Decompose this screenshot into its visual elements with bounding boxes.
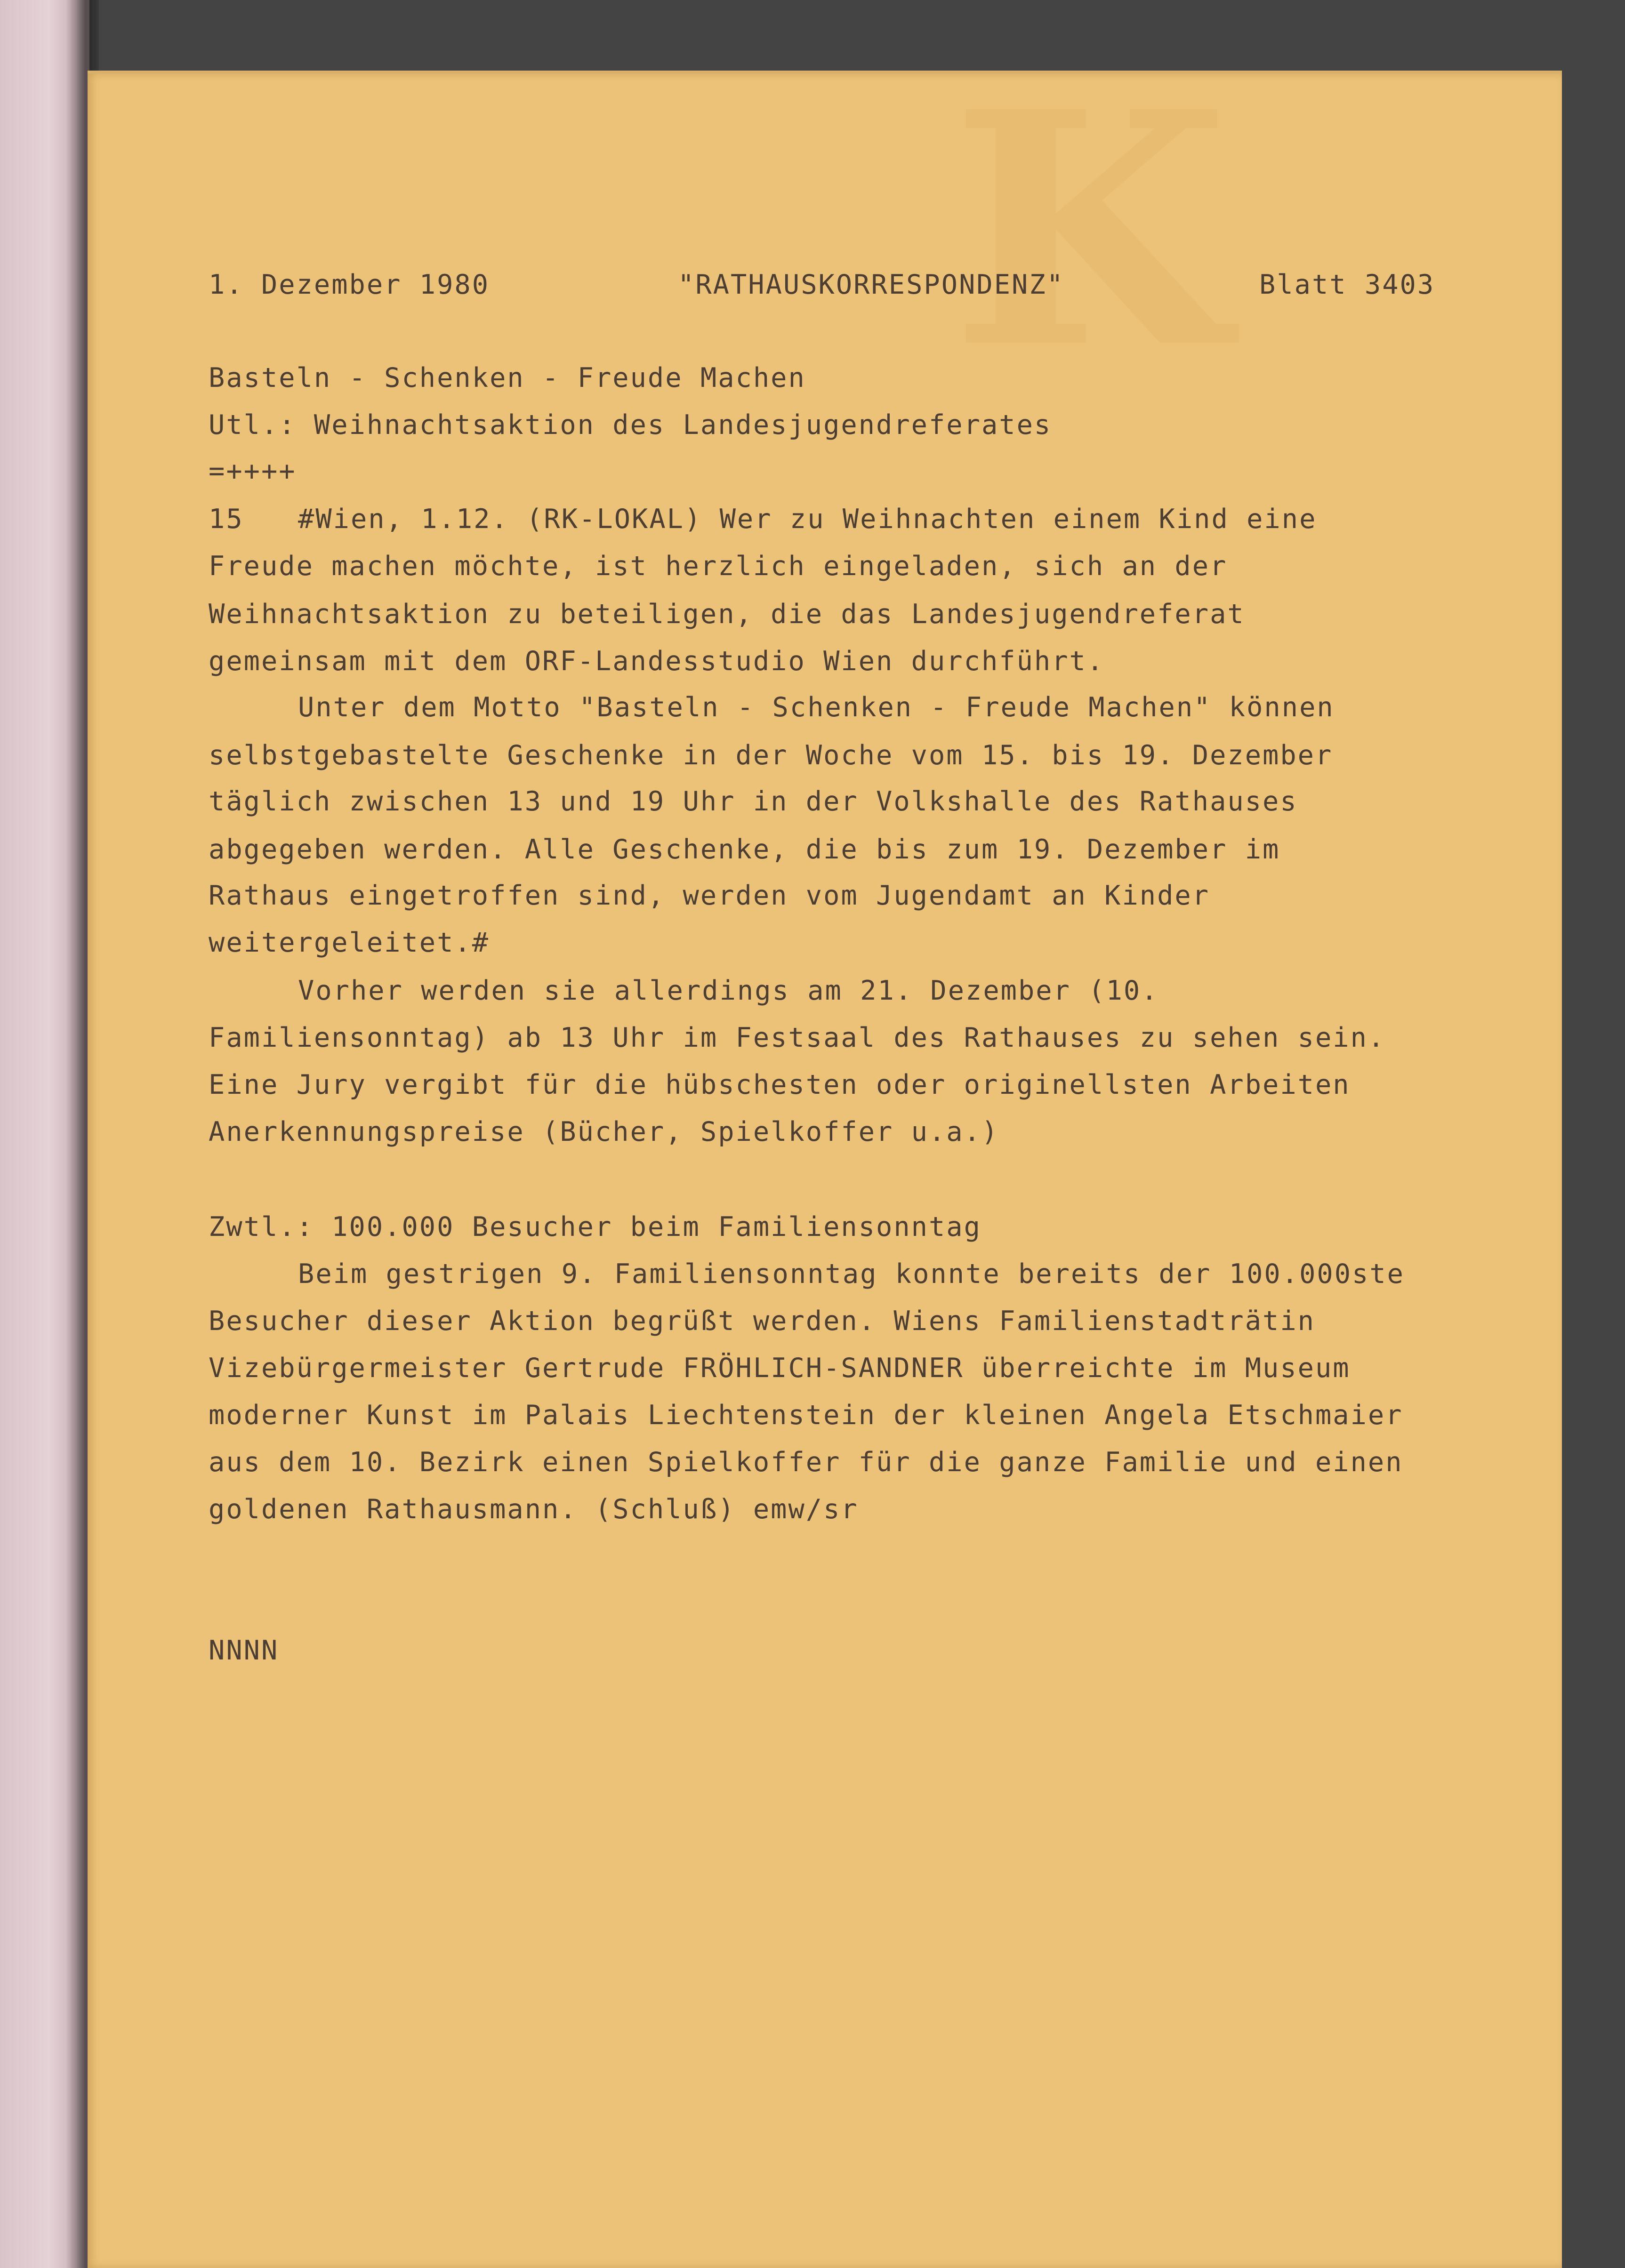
section-line: Besucher dieser Aktion begrüßt werden. Wiens Familienstadträtin (209, 1306, 1315, 1337)
section-line: aus dem 10. Bezirk einen Spielkoffer für die ganze Familie und einen (209, 1447, 1403, 1478)
article-number: 15 (209, 504, 244, 535)
headline-separator: =++++ (209, 456, 297, 487)
section-line: goldenen Rathausmann. (Schluß) emw/sr (209, 1494, 859, 1525)
section-line: Vizebürgermeister Gertrude FRÖHLICH-SANDNER überreichte im Museum (209, 1353, 1351, 1384)
article-line: Vorher werden sie allerdings am 21. Dezember (10. (298, 975, 1159, 1006)
article-line: selbstgebastelte Geschenke in der Woche vom 15. bis 19. Dezember (209, 740, 1333, 771)
article-line: Anerkennungspreise (Bücher, Spielkoffer u.a.) (209, 1116, 999, 1147)
article-line: abgegeben werden. Alle Geschenke, die bis zum 19. Dezember im (209, 834, 1280, 865)
headline-title: Basteln - Schenken - Freude Machen (209, 362, 806, 393)
article-line: Eine Jury vergibt für die hübschesten oder originellsten Arbeiten (209, 1069, 1351, 1100)
article-line: täglich zwischen 13 und 19 Uhr in der Volkshalle des Rathauses (209, 786, 1298, 817)
section-subheading: Zwtl.: 100.000 Besucher beim Familiensonntag (209, 1211, 981, 1242)
article-line: weitergeleitet.# (209, 927, 490, 958)
article-line: gemeinsam mit dem ORF-Landesstudio Wien durchführt. (209, 646, 1105, 677)
article-line: Familiensonntag) ab 13 Uhr im Festsaal des Rathauses zu sehen sein. (209, 1022, 1386, 1053)
header-date: 1. Dezember 1980 (209, 269, 490, 300)
article-line: Freude machen möchte, ist herzlich eingeladen, sich an der (209, 551, 1228, 582)
headline-subtitle: Utl.: Weihnachtsaktion des Landesjugendreferates (209, 409, 1052, 441)
sheet-number: Blatt 3403 (1259, 269, 1435, 300)
end-mark: NNNN (209, 1635, 279, 1666)
article-line: Weihnachtsaktion zu beteiligen, die das Landesjugendreferat (209, 599, 1245, 630)
article-line: Rathaus eingetroffen sind, werden vom Jugendamt an Kinder (209, 880, 1210, 911)
faint-watermark-letter: K (951, 71, 1230, 400)
document-page (88, 73, 1562, 2268)
article-line: Unter dem Motto "Basteln - Schenken - Freude Machen" können (298, 692, 1335, 723)
publication-title: "RATHAUSKORRESPONDENZ" (678, 269, 1064, 300)
section-line: Beim gestrigen 9. Familiensonntag konnte bereits der 100.000ste (298, 1258, 1405, 1290)
article-line: #Wien, 1.12. (RK-LOKAL) Wer zu Weihnachten einem Kind eine (298, 504, 1317, 535)
section-line: moderner Kunst im Palais Liechtenstein der kleinen Angela Etschmaier (209, 1400, 1403, 1431)
